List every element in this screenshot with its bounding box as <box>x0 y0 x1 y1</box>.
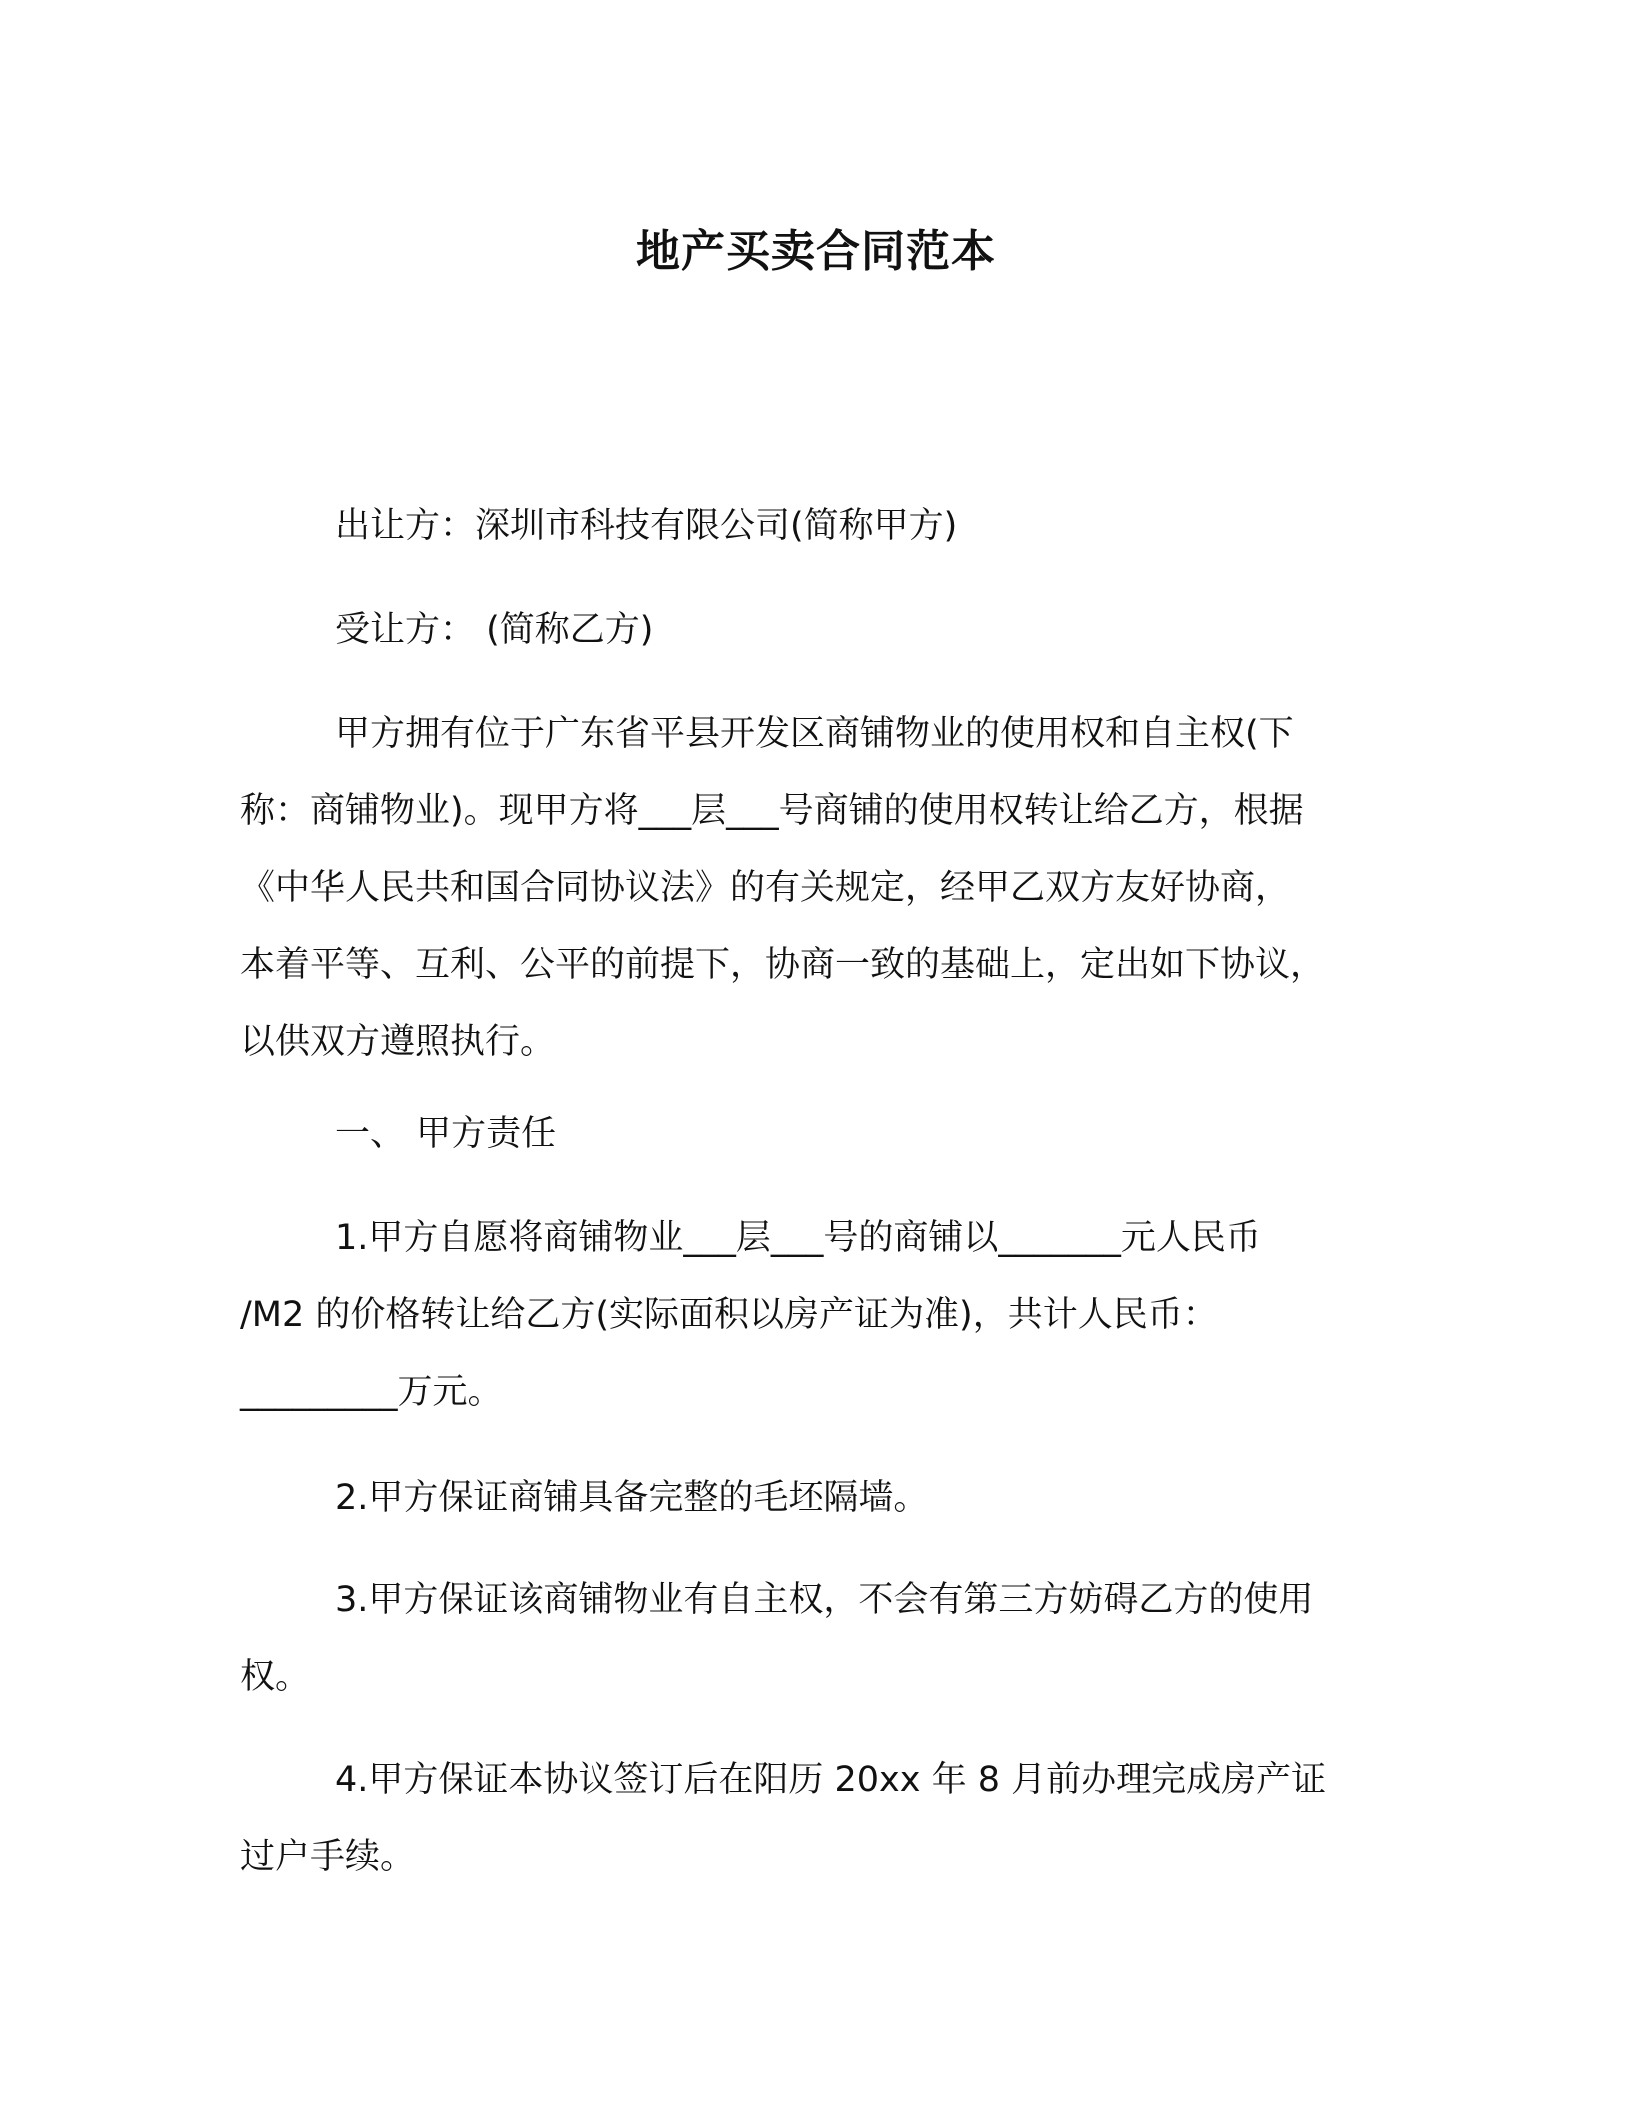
paragraph-line: 1.甲方自愿将商铺物业___层___号的商铺以_______元人民币 <box>335 1218 1261 1258</box>
paragraph-line: 以供双方遵照执行。 <box>240 1022 556 1062</box>
clause-3 <box>240 1562 1380 1716</box>
paragraph-line: 本着平等、互利、公平的前提下，协商一致的基础上，定出如下协议， <box>240 945 1326 985</box>
paragraph-line: 出让方：深圳市科技有限公司(简称甲方) <box>335 506 958 546</box>
paragraph-line: 受让方： (简称乙方) <box>335 610 654 650</box>
intro-paragraph <box>240 696 1380 1081</box>
clause-2 <box>240 1460 1380 1537</box>
section-heading <box>240 1096 1380 1173</box>
paragraph-line: 4.甲方保证本协议签订后在阳历 20xx 年 8 月前办理完成房产证 <box>335 1760 1327 1800</box>
paragraph-line: _________万元。 <box>240 1372 503 1412</box>
paragraph-line: 过户手续。 <box>240 1837 416 1877</box>
paragraph-line: /M2 的价格转让给乙方(实际面积以房产证为准)，共计人民币： <box>240 1295 1218 1335</box>
paragraph-line: 3.甲方保证该商铺物业有自主权，不会有第三方妨碍乙方的使用 <box>335 1580 1314 1620</box>
party-b-line <box>240 592 1380 669</box>
section-heading-text: 一、 甲方责任 <box>335 1114 557 1154</box>
clause-1 <box>240 1200 1380 1431</box>
paragraph-line: 称：商铺物业)。现甲方将___层___号商铺的使用权转让给乙方，根据 <box>240 791 1304 831</box>
party-a-line <box>240 488 1380 565</box>
paragraph-line: 权。 <box>240 1657 311 1697</box>
document-title: 地产买卖合同范本 <box>636 226 996 277</box>
paragraph-line: 2.甲方保证商铺具备完整的毛坯隔墙。 <box>335 1478 929 1518</box>
clause-4 <box>240 1742 1380 1896</box>
paragraph-line: 《中华人民共和国合同协议法》的有关规定，经甲乙双方友好协商， <box>240 868 1291 908</box>
paragraph-line: 甲方拥有位于广东省平县开发区商铺物业的使用权和自主权(下 <box>335 714 1294 754</box>
